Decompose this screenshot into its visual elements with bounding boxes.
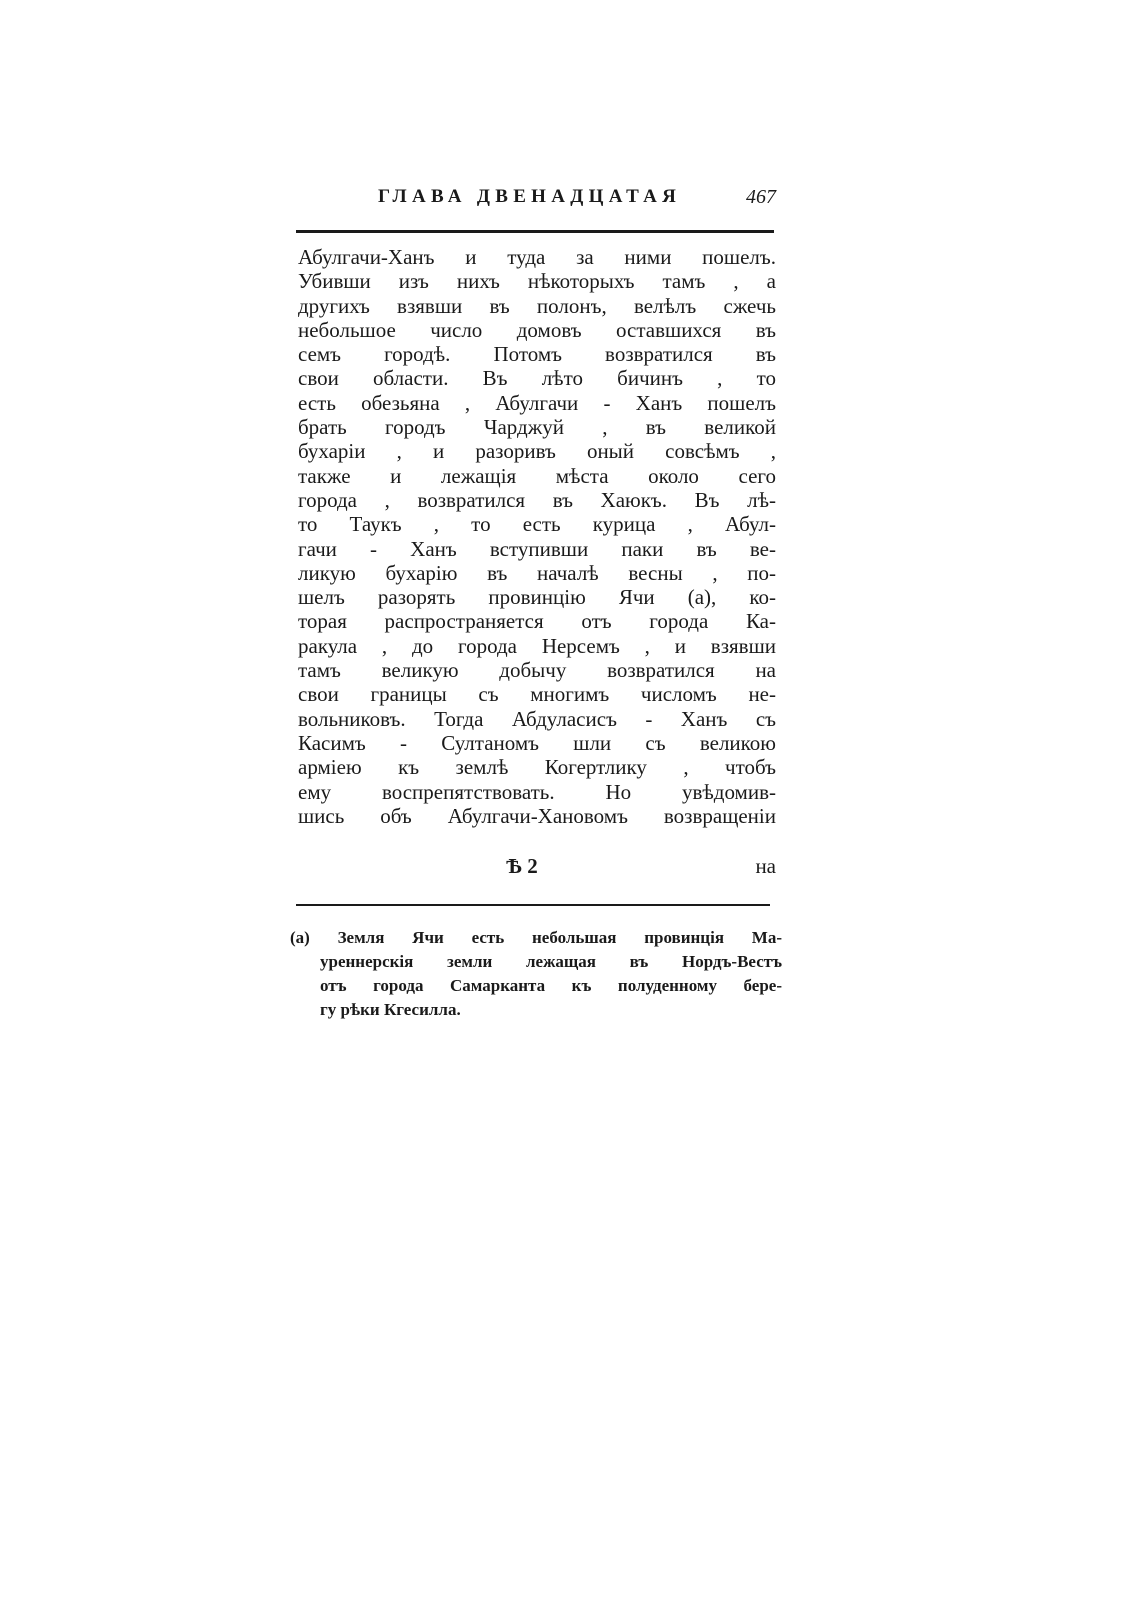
text-line: брать городъ Чарджуй , въ великой <box>298 415 776 440</box>
text-line: Убивши изъ нихъ нѣкоторыхъ тамъ , а <box>298 269 776 294</box>
text-line: шелъ разорять провинцію Ячи (а), ко- <box>298 585 776 610</box>
text-line: свои области. Въ лѣто бичинъ , то <box>298 366 776 391</box>
footnote-line: (а) Земля Ячи есть небольшая провинція Ма- <box>290 928 782 947</box>
footnote-line: уреннерскія земли лежащая въ Нордъ-Вестъ <box>320 952 782 971</box>
text-line: шись объ Абулгачи-Хановомъ возвращеніи <box>298 803 776 828</box>
text-line: тамъ великую добычу возвратился на <box>298 658 776 683</box>
text-line: ракула , до города Нерсемъ , и взявши <box>298 633 776 658</box>
signature-mark: Ѣ 2 <box>506 854 538 878</box>
footnote-rule <box>296 904 770 906</box>
main-text <box>298 245 776 828</box>
text-line: бухаріи , и разоривъ оный совсѣмъ , <box>298 439 776 464</box>
text-line: города , возвратился въ Хаюкъ. Въ лѣ- <box>298 487 776 512</box>
page-number: 467 <box>746 186 776 208</box>
text-line: гачи - Ханъ вступивши паки въ ве- <box>298 536 776 561</box>
text-line: ликую бухарію въ началѣ весны , по- <box>298 560 776 585</box>
text-line: небольшое число домовъ оставшихся въ <box>298 317 776 342</box>
footnote-line: отъ города Самарканта къ полуденному бере- <box>320 976 782 995</box>
text-line: семъ городѣ. Потомъ возвратился въ <box>298 342 776 367</box>
text-line: арміею къ землѣ Когертлику , чтобъ <box>298 755 776 780</box>
footnote-line: гу рѣки Кгесилла. <box>320 1000 461 1019</box>
running-title: ГЛАВА ДВЕНАДЦАТАЯ <box>378 186 682 207</box>
text-line: торая распространяется отъ города Ка- <box>298 609 776 634</box>
footnote <box>290 926 782 1022</box>
text-line: Абулгачи-Ханъ и туда за ними пошелъ. <box>298 245 776 269</box>
text-line: свои границы съ многимъ числомъ не- <box>298 682 776 707</box>
text-line: Касимъ - Султаномъ шли съ великою <box>298 730 776 755</box>
text-line: другихъ взявши въ полонъ, велѣлъ сжечь <box>298 293 776 318</box>
page-header <box>340 186 776 216</box>
header-rule <box>296 230 774 233</box>
catchword: на <box>755 854 776 878</box>
text-line: вольниковъ. Тогда Абдуласисъ - Ханъ съ <box>298 706 776 731</box>
text-line: ему воспрепятствовать. Но увѣдомив- <box>298 779 776 804</box>
text-line: есть обезьяна , Абулгачи - Ханъ пошелъ <box>298 390 776 415</box>
signature-line <box>298 853 776 879</box>
text-line: то Таукъ , то есть курица , Абул- <box>298 512 776 537</box>
text-line: также и лежащія мѣста около сего <box>298 463 776 488</box>
